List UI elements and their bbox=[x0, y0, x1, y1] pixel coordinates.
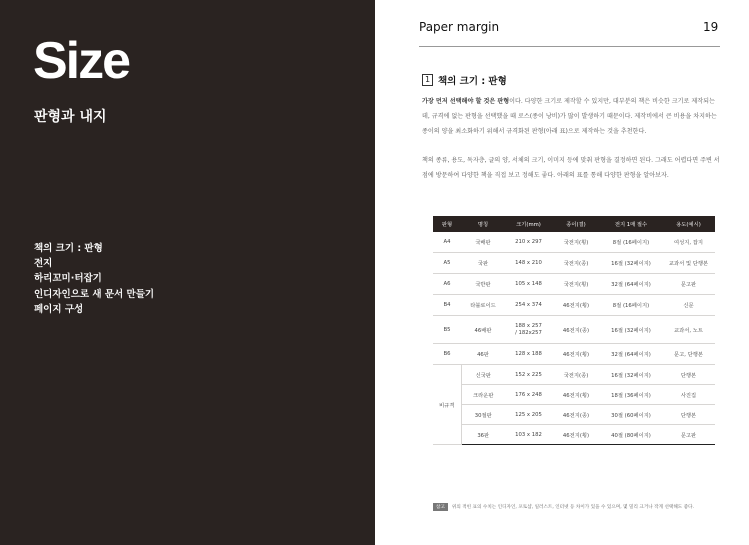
table-cell: 8절 (16페이지) bbox=[600, 295, 662, 316]
column-header: 크기(mm) bbox=[505, 216, 552, 232]
note-text: 위의 적힌 표의 수치는 인디자인, 포토샵, 일러스트, 인터넷 등 차이가 있을 수 있으며, 몇 밀리 크거나 작게 선택해도 좋다. bbox=[451, 505, 695, 510]
table-cell: 40절 (80페이지) bbox=[600, 425, 662, 445]
table-cell: B5 bbox=[433, 316, 461, 344]
toc-item: 책의 크기 : 판형 bbox=[34, 243, 103, 254]
table-row bbox=[433, 232, 715, 253]
toc-item: 하리꼬미·터잡기 bbox=[34, 273, 102, 285]
table-cell: 국판 bbox=[461, 253, 505, 274]
column-header: 전지 1매 절수 bbox=[600, 216, 662, 232]
table-cell: 188 x 257 / 182x257 bbox=[505, 316, 552, 344]
table-cell: 문고, 단행본 bbox=[662, 344, 715, 365]
table-cell: 125 x 205 bbox=[505, 405, 552, 425]
table-cell: 210 x 297 bbox=[505, 232, 552, 253]
table-row bbox=[433, 365, 715, 385]
table-cell: 32절 (64페이지) bbox=[600, 344, 662, 365]
table-cell: 국배판 bbox=[461, 232, 505, 253]
table-header-row bbox=[433, 216, 715, 232]
group-label-cell: 비규격 bbox=[433, 365, 461, 445]
table-row bbox=[433, 316, 715, 344]
table-cell: 46전지(횡) bbox=[552, 344, 600, 365]
table-cell: 국전지(종) bbox=[552, 253, 600, 274]
table-cell: 46전지(횡) bbox=[552, 425, 600, 445]
table-cell: 46전지(종) bbox=[552, 405, 600, 425]
header-divider bbox=[419, 46, 720, 47]
page-number: 19 bbox=[703, 20, 719, 34]
table-cell: 여성지, 잡지 bbox=[662, 232, 715, 253]
table-cell: 176 x 248 bbox=[505, 385, 552, 405]
chapter-title: Size bbox=[33, 32, 130, 90]
table-cell: 타블로이드 bbox=[461, 295, 505, 316]
table-cell: 254 x 374 bbox=[505, 295, 552, 316]
table-cell: 128 x 188 bbox=[505, 344, 552, 365]
table-cell: 46배판 bbox=[461, 316, 505, 344]
table-row bbox=[433, 295, 715, 316]
column-header: 판형 bbox=[433, 216, 461, 232]
table-cell: 교과서, 노트 bbox=[662, 316, 715, 344]
table-cell: 국전지(종) bbox=[552, 365, 600, 385]
table-cell: 크라운판 bbox=[461, 385, 505, 405]
table-cell: 152 x 225 bbox=[505, 365, 552, 385]
table-cell: 문고판 bbox=[662, 425, 715, 445]
body-paragraph: 책의 종류, 용도, 독자층, 글의 양, 서체의 크기, 이미지 등에 맞춰 판형을 결정하면 된다. 그래도 어렵다면 주변 서점에 방문하여 다양한 책을 직접 보고 정해도 좋다. 아래의 표를 통해 다양한 판형을 알아보자. bbox=[422, 157, 720, 179]
table-cell: 16절 (32페이지) bbox=[600, 316, 662, 344]
section-title: 책의 크기 : 판형 bbox=[438, 76, 507, 87]
table-row bbox=[433, 425, 715, 445]
table-cell: 신문 bbox=[662, 295, 715, 316]
toc-item: 인디자인으로 새 문서 만들기 bbox=[34, 288, 155, 300]
running-head: Paper margin bbox=[419, 20, 500, 34]
section-heading bbox=[422, 73, 507, 87]
table-cell: 46판 bbox=[461, 344, 505, 365]
table-cell: 16절 (32페이지) bbox=[600, 365, 662, 385]
table-cell: 국전지(횡) bbox=[552, 274, 600, 295]
table-cell: 46전지(종) bbox=[552, 316, 600, 344]
paper-size-table bbox=[433, 216, 715, 445]
table-cell: 30절 (60페이지) bbox=[600, 405, 662, 425]
table-row bbox=[433, 385, 715, 405]
table-row bbox=[433, 253, 715, 274]
note-badge: 참고 bbox=[433, 503, 448, 511]
table-cell: 교과서 및 단행본 bbox=[662, 253, 715, 274]
table-cell: 46전지(횡) bbox=[552, 295, 600, 316]
table-cell: 36판 bbox=[461, 425, 505, 445]
table-cell: 국반판 bbox=[461, 274, 505, 295]
table-cell: 사진집 bbox=[662, 385, 715, 405]
paragraph-text: 이다. 다양한 크기로 제작할 수 있지만, 대부분의 책은 비슷한 크기로 제작되는데, 규격에 없는 판형을 선택했을 때 로스(종이 낭비)가 많이 발생하기 때문이다. 제작비에서 큰 비용을 차지하는 종이의 양을 최소화하기 위해서 규격화된 판형(아래 표)으로 제작하는 것을 추천한다. bbox=[422, 98, 717, 135]
table-cell: 103 x 182 bbox=[505, 425, 552, 445]
column-header: 명칭 bbox=[461, 216, 505, 232]
toc-item: 페이지 구성 bbox=[34, 303, 84, 315]
table-cell: 18절 (36페이지) bbox=[600, 385, 662, 405]
lead-phrase: 가장 먼저 선택해야 할 것은 판형 bbox=[422, 98, 510, 105]
table-cell: 148 x 210 bbox=[505, 253, 552, 274]
body-paragraph bbox=[422, 94, 721, 139]
table-cell: 8절 (16페이지) bbox=[600, 232, 662, 253]
table-of-contents bbox=[34, 241, 154, 317]
table-row bbox=[433, 405, 715, 425]
section-number-box: 1 bbox=[422, 74, 433, 86]
table-row bbox=[433, 344, 715, 365]
table-cell: 단행본 bbox=[662, 405, 715, 425]
table-cell: 국전지(횡) bbox=[552, 232, 600, 253]
table-cell: A4 bbox=[433, 232, 461, 253]
table-cell: A6 bbox=[433, 274, 461, 295]
toc-item: 전지 bbox=[34, 258, 53, 270]
table-cell: B6 bbox=[433, 344, 461, 365]
column-header: 종이(결) bbox=[552, 216, 600, 232]
table-cell: 30절판 bbox=[461, 405, 505, 425]
table-cell: 문고판 bbox=[662, 274, 715, 295]
table-cell: 46전지(횡) bbox=[552, 385, 600, 405]
table-cell: 32절 (64페이지) bbox=[600, 274, 662, 295]
column-header: 용도(예시) bbox=[662, 216, 715, 232]
footnote bbox=[433, 503, 694, 511]
table-row bbox=[433, 274, 715, 295]
table-cell: 신국판 bbox=[461, 365, 505, 385]
table-cell: 단행본 bbox=[662, 365, 715, 385]
right-page bbox=[375, 0, 749, 545]
table-cell: A5 bbox=[433, 253, 461, 274]
table-cell: 16절 (32페이지) bbox=[600, 253, 662, 274]
chapter-subtitle: 판형과 내지 bbox=[34, 109, 107, 125]
table-cell: 105 x 148 bbox=[505, 274, 552, 295]
table-cell: B4 bbox=[433, 295, 461, 316]
